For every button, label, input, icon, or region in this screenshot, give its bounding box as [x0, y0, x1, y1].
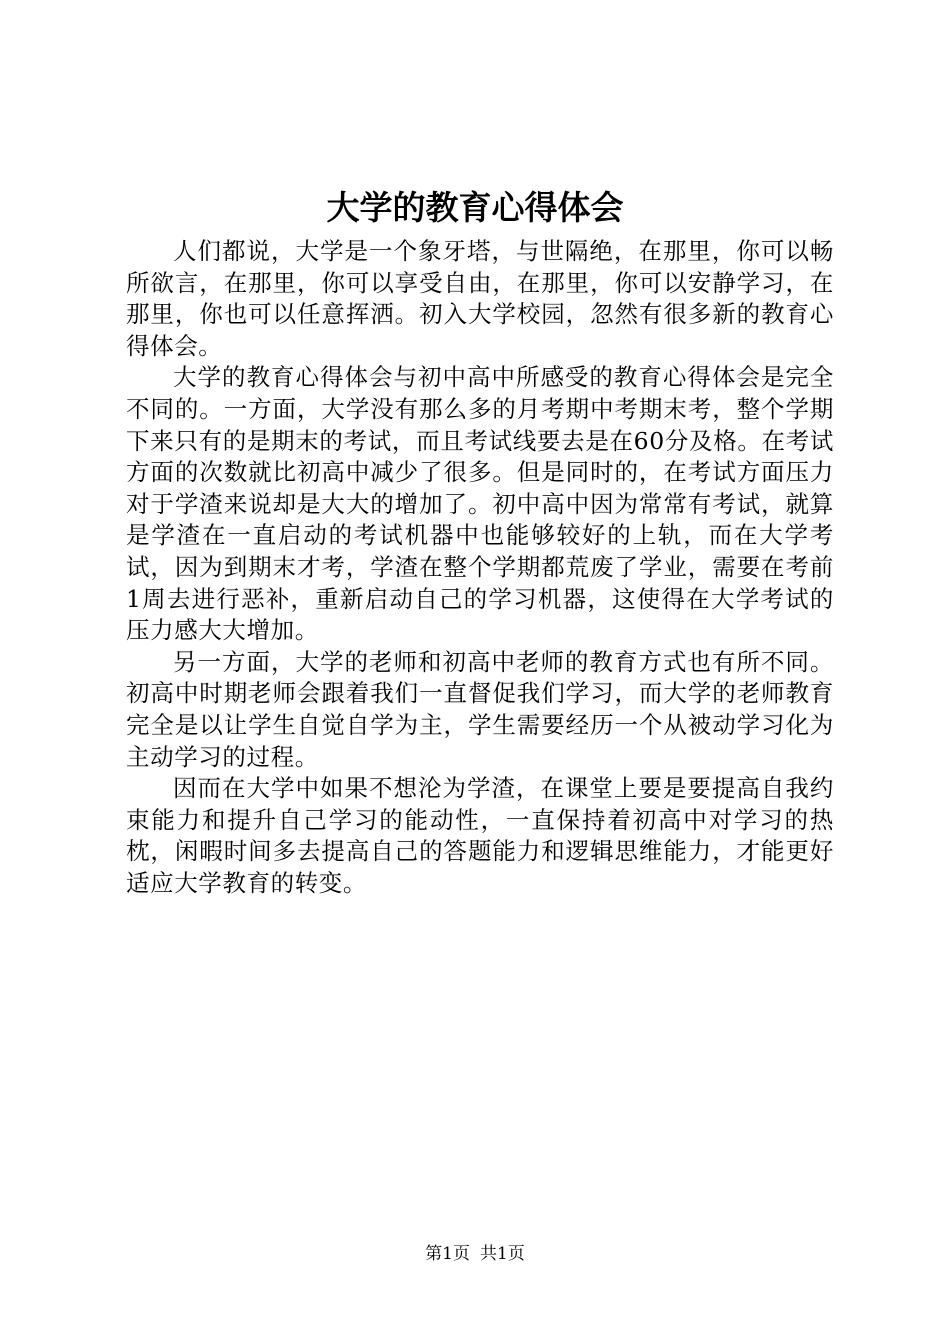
page-number-current: 第1页 [425, 1244, 470, 1264]
page-footer [0, 1242, 950, 1266]
document-body [126, 236, 834, 899]
paragraph-4: 因而在大学中如果不想沦为学渣，在课堂上要是要提高自我约束能力和提升自己学习的能动性，一直保持着初高中对学习的热枕，闲暇时间多去提高自己的答题能力和逻辑思维能力，才能更好适应大学教育的转变。 [126, 774, 834, 897]
paragraph-3: 另一方面，大学的老师和初高中老师的教育方式也有所不同。初高中时期老师会跟着我们一直督促我们学习，而大学的老师教育完全是以让学生自觉自学为主，学生需要经历一个从被动学习化为主动学习的过程。 [126, 647, 834, 771]
paragraph-2: 大学的教育心得体会与初中高中所感受的教育心得体会是完全不同的。一方面，大学没有那么多的月考期中考期末考，整个学期下来只有的是期末的考试，而且考试线要去是在60分及格。在考试方面的次数就比初高中减少了很多。但是同时的，在考试方面压力对于学渣来说却是大大的增加了。初中高中因为常常有考试，就算是学渣在一直启动的考试机器中也能够较好的上轨，而在大学考试，因为到期末才考，学渣在整个学期都荒废了学业，需要在考前1周去进行恶补，重新启动自己的学习机器，这使得在大学考试的压力感大大增加。 [126, 363, 834, 645]
document-title: 大学的教育心得体会 [326, 188, 624, 227]
page-number-total: 共1页 [480, 1244, 525, 1264]
paragraph-1: 人们都说，大学是一个象牙塔，与世隔绝，在那里，你可以畅所欲言，在那里，你可以享受自由，在那里，你可以安静学习，在那里，你也可以任意挥洒。初入大学校园，忽然有很多新的教育心得体会。 [126, 237, 834, 360]
